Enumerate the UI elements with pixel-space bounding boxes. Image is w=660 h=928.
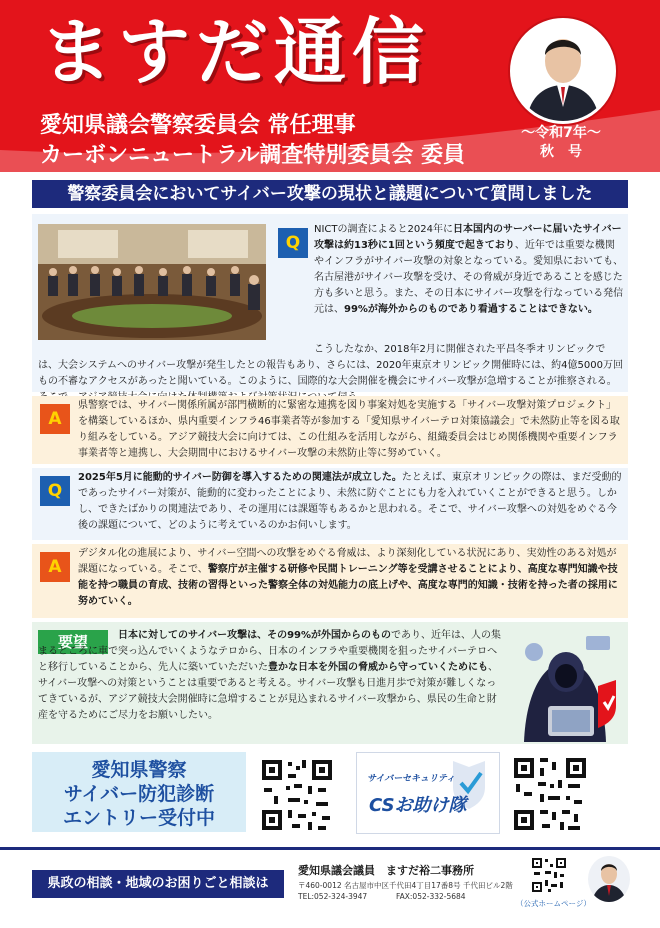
- headline: 警察委員会においてサイバー攻撃の現状と議題について質問しました: [32, 180, 628, 208]
- question-2-section: [32, 468, 628, 540]
- qr-code-homepage[interactable]: [530, 856, 568, 894]
- qr-code-otasuketai[interactable]: [510, 754, 590, 834]
- issue-label: [496, 124, 626, 162]
- qr-code-diagnosis[interactable]: [258, 756, 336, 834]
- footer-divider: [0, 847, 660, 850]
- portrait-photo: [510, 18, 616, 124]
- question-2-text: 2025年5月に能動的サイバー防御を導入するための関連法が成立した。たとえば、東京オリンピックの際は、まだ受動的であったサイバー対策が、能動的に変わったことにより、未然に防ぐことにも力を入れていくことができると思う。しかし、できたばかりの関連法であり、その運用には課題等もあるかと思われる。そこで、サイバー攻撃への対処をめぐる今後の課題について、どのように考えているのかお伺いします。: [78, 472, 622, 531]
- header: [0, 0, 660, 172]
- answer-1-text: 県警察では、サイバー関係所属が部門横断的に緊密な連携を図り事案対処を実施する「サイバー攻撃対策プロジェクト」を構築しているほか、県内重要インフラ46事業者等が参加する「愛知県サイバーテロ対策協議会」で未然防止等を図る取り組みをしている。アジア競技大会に向けては、この仕組みを活用しながら、組織委員会はじめ関係機関や重要インフラ事業者等と連携し、大会期間中におけるサイバー攻撃の未然防止等に努めていく。: [78, 400, 620, 459]
- request-badge: 要望: [38, 630, 108, 654]
- cyber-diagnosis-banner[interactable]: [32, 752, 246, 832]
- cs-otasuketai-banner[interactable]: [356, 752, 500, 834]
- issue-season: 秋 号: [540, 144, 582, 160]
- office-address: 〒460-0012 名古屋市中区千代田4丁目17番8号 千代田ビル2階: [298, 881, 513, 890]
- answer-badge: A: [40, 404, 70, 434]
- request-section: [32, 622, 628, 744]
- answer-badge: A: [40, 552, 70, 582]
- role-line-1: 愛知県議会警察委員会 常任理事: [40, 113, 356, 138]
- question-1-section: [32, 214, 628, 392]
- footer-portrait: [588, 856, 630, 902]
- question-badge: Q: [278, 228, 308, 258]
- request-text: 日本に対してのサイバー攻撃は、その99%が外国からのものであり、近年は、人の集まるところに車で突っ込んでいくようなテロから、日本のインフラや重要機関を狙ったサイバーテロへと移行していることから、先人に築いていただいた豊かな日本を外国の脅威から守っていくためにも、サイバー攻撃への対策ということは重要であると考える。サイバー攻撃も日進月歩で対策が難しくなってきているが、アジア競技大会開催時に急増することが見込まれるサイバー攻撃から、県民の生命と財産を守るためにご尽力をお願いしたい。: [38, 630, 502, 721]
- question-1-text-top: NICTの調査によると2024年に日本国内のサーバーに届いたサイバー攻撃は約13秒に1回という頻度で起きており、近年では重要な機関やインフラがサイバー攻撃の対象となっている。愛知県においても、名古屋港がサイバー攻撃を受け、その脅威が身近であることを感じた方も多いと思う。また、その日本にサイバー攻撃を行なっている発信元は、99%が海外からのものであり看過することはできない。: [314, 224, 624, 315]
- hacker-illustration: [504, 622, 628, 742]
- answer-2-section: [32, 544, 628, 618]
- issue-year: 〜令和7年〜: [521, 125, 601, 141]
- question-badge: Q: [40, 476, 70, 506]
- committee-photo: [38, 224, 266, 340]
- banner-caption: サイバーセキュリティ: [367, 774, 456, 784]
- question-1-text-bottom: こうしたなか、2018年2月に開催された平昌冬季オリンピックでは、大会システムへのサイバー攻撃が発生したとの報告もあり、さらには、2020年東京オリンピック開催時には、約4億5000万回もの不審なアクセスがあったと聞いている。このように、国際的な大会開催を機会にサイバー攻撃が急増することが推察される。: [38, 344, 623, 387]
- office-fax: FAX:052-332-5684: [396, 892, 466, 901]
- homepage-label[interactable]: （公式ホームページ）: [516, 899, 591, 908]
- newsletter-title: ますだ通信: [40, 10, 431, 94]
- consultation-bar: 県政の相談・地域のお困りごと相談は: [32, 870, 284, 898]
- role-line-2: カーボンニュートラル調査特別委員会 委員: [40, 143, 466, 168]
- banner-line-2: サイバー防犯診断: [63, 783, 215, 805]
- cs-logo: CSお助け隊: [369, 795, 467, 816]
- office-name: 愛知県議会議員 ますだ裕二事務所: [298, 864, 474, 877]
- answer-1-section: [32, 396, 628, 464]
- office-tel: TEL:052-324-3947: [298, 892, 368, 901]
- banner-line-1: 愛知県警察: [91, 759, 187, 781]
- banner-line-3: エントリー受付中: [62, 807, 215, 829]
- answer-2-text: デジタル化の進展により、サイバー空間への攻撃をめぐる脅威は、より深刻化している状況にあり、実効性のある対処が課題になっている。そこで、警察庁が主催する研修や民間トレーニング等を受講させることにより、高度な専門知識や技能を持つ職員の育成、技術の習得といった警察全体の対処能力の底上げや、高度な専門的知識・技術を持った者の採用に努めていく。: [78, 548, 618, 607]
